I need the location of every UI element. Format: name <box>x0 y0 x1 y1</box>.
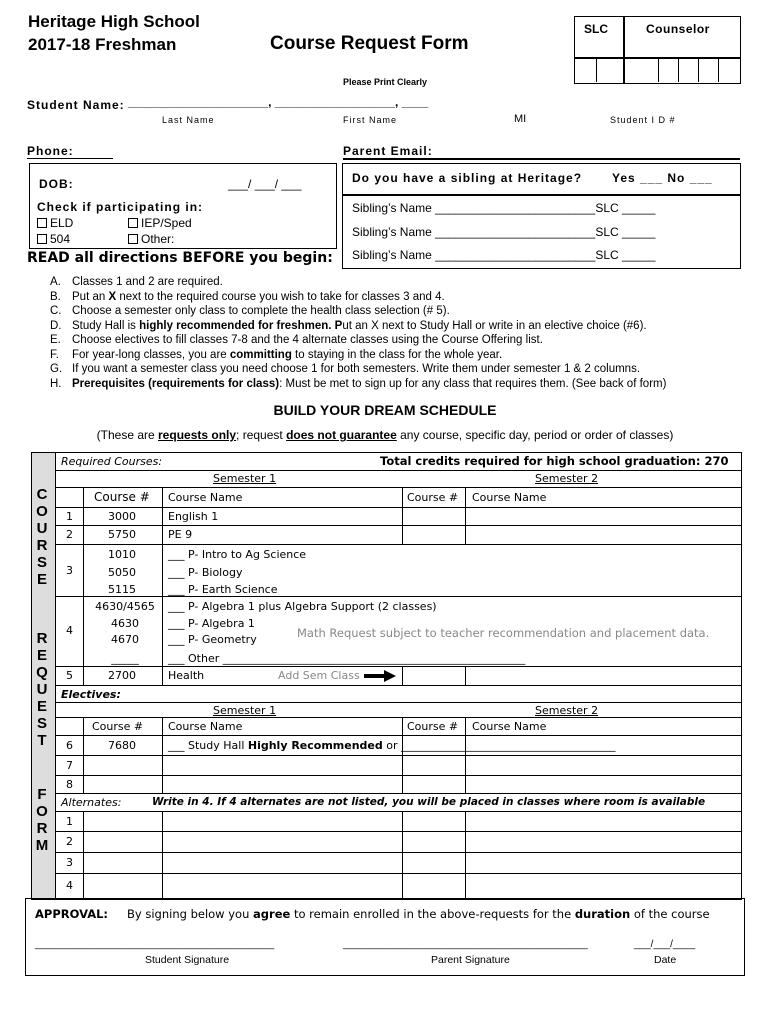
date-label: Date <box>654 954 677 966</box>
check-label: Check if participating in: <box>37 200 204 214</box>
approval-label: APPROVAL: <box>35 907 109 921</box>
add-sem-class: Add Sem Class <box>278 669 360 682</box>
dob-field[interactable]: ___/ ___/ ___ <box>228 177 302 191</box>
direction-item: G. If you want a semester class you need choose 1 for both semesters. Write them under semester 1 & 2 columns. <box>50 363 641 375</box>
semester2-label-2: Semester 2 <box>535 704 599 717</box>
form-title: Course Request Form <box>270 33 469 54</box>
side-label: C O U R S E R E Q U E S T F O R M <box>35 486 49 854</box>
course-name-header: Course Name <box>168 491 243 504</box>
print-note: Please Print Clearly <box>343 77 428 87</box>
build-subtitle: (These are requests only; request does not guarantee any course, specific day, period or order of classes) <box>96 428 674 442</box>
slc-label: SLC <box>584 22 608 36</box>
school-name: Heritage High School <box>28 12 200 31</box>
parent-signature-label: Parent Signature <box>431 954 510 966</box>
last-name-label: Last Name <box>162 115 215 125</box>
course-name: PE 9 <box>168 528 193 541</box>
course-code: 2700 <box>108 669 136 682</box>
direction-item: C. Choose a semester only class to complete the health class selection (# 5). <box>50 305 450 317</box>
yes-no-field[interactable]: Yes ___ No ___ <box>612 171 713 185</box>
row-number: 6 <box>66 739 73 752</box>
required-courses-label: Required Courses: <box>61 455 163 468</box>
student-name-field[interactable]: _____________________, __________________, ____ <box>128 95 429 109</box>
course-options[interactable]: ___ P- Algebra 1 plus Algebra Support (2 classes) ___ P- Algebra 1 ___ P- Geometry ___ Other _______________________________________________________ <box>168 600 526 665</box>
course-name-header-4: Course Name <box>472 720 547 733</box>
row-number: 3 <box>66 856 73 869</box>
checkbox-icon <box>128 234 138 244</box>
iep-checkbox[interactable]: IEP/Sped <box>128 216 192 230</box>
checkbox-icon <box>128 218 138 228</box>
student-id-label: Student I D # <box>610 115 676 125</box>
course-codes: 1010 5050 5115 <box>108 548 136 596</box>
course-name: English 1 <box>168 510 219 523</box>
arrow-right-icon <box>364 670 396 682</box>
counselor-label: Counselor <box>646 22 710 36</box>
other-checkbox[interactable]: Other: <box>128 232 174 245</box>
student-signature-line[interactable]: ___________________________________________ <box>35 939 275 950</box>
course-num-header-4: Course # <box>407 720 459 733</box>
504-checkbox[interactable]: 504 <box>37 232 70 245</box>
first-name-label: First Name <box>343 115 398 125</box>
semester1-label-2: Semester 1 <box>213 704 277 717</box>
course-num-header: Course # <box>94 490 150 504</box>
alternates-label: Alternates: <box>61 796 122 809</box>
row-number: 3 <box>66 564 73 577</box>
direction-item: B. Put an X next to the required course you wish to take for classes 3 and 4. <box>50 290 445 303</box>
row-number: 1 <box>66 510 73 523</box>
mi-label: MI <box>514 113 527 125</box>
course-name: Health <box>168 669 205 682</box>
row-number: 5 <box>66 669 73 682</box>
direction-item: E. Choose electives to fill classes 7-8 and the 4 alternate classes using the Course Offering list. <box>50 334 543 346</box>
parent-email-label: Parent Email: <box>343 144 433 158</box>
course-name-header-3: Course Name <box>168 720 243 733</box>
sibling-row[interactable]: Sibling’s Name ________________________SLC _____ <box>352 225 656 239</box>
total-credits: Total credits required for high school graduation: 270 <box>380 454 729 468</box>
course-num-header-2: Course # <box>407 491 459 504</box>
direction-item: H. Prerequisites (requirements for class): Must be met to sign up for any class that requires them. (See back of form) <box>50 377 667 390</box>
row-number: 1 <box>66 815 73 828</box>
phone-label: Phone: <box>27 144 74 158</box>
build-title: BUILD YOUR DREAM SCHEDULE <box>273 402 497 418</box>
row-number: 4 <box>66 879 73 892</box>
direction-item: A. Classes 1 and 2 are required. <box>50 276 223 288</box>
row-number: 8 <box>66 778 73 791</box>
course-codes: 4630/4565 4630 4670 _____ <box>95 600 155 665</box>
math-note: Math Request subject to teacher recommendation and placement data. <box>297 626 710 640</box>
directions-list <box>50 275 750 391</box>
parent-signature-line[interactable]: ____________________________________________ <box>343 939 588 950</box>
dob-label: DOB: <box>39 177 74 191</box>
course-num-header-3: Course # <box>92 720 144 733</box>
sibling-row[interactable]: Sibling’s Name ________________________SLC _____ <box>352 201 656 215</box>
approval-text: By signing below you agree to remain enrolled in the above-requests for the duration of the course <box>127 907 710 921</box>
checkbox-icon <box>37 218 47 228</box>
study-hall-option[interactable]: ___ Study Hall Highly Recommended or _______________________________________ <box>168 739 616 752</box>
course-name-header-2: Course Name <box>472 491 547 504</box>
sibling-question: Do you have a sibling at Heritage? <box>352 171 583 185</box>
row-number: 7 <box>66 759 73 772</box>
row-number: 2 <box>66 835 73 848</box>
school-year: 2017-18 Freshman <box>28 35 177 54</box>
sibling-row[interactable]: Sibling’s Name ________________________SLC _____ <box>352 248 656 262</box>
course-code: 7680 <box>108 739 136 752</box>
alternates-note: Write in 4. If 4 alternates are not listed, you will be placed in classes where room is available <box>152 796 706 808</box>
checkbox-icon <box>37 234 47 244</box>
direction-item: D. Study Hall is highly recommended for freshmen. Put an X next to Study Hall or write in an elective choice (#6). <box>50 319 647 332</box>
semester2-label: Semester 2 <box>535 472 599 485</box>
course-code: 5750 <box>108 528 136 541</box>
course-options[interactable]: ___ P- Intro to Ag Science ___ P- Biology ___ P- Earth Science <box>168 548 307 596</box>
semester1-label: Semester 1 <box>213 472 277 485</box>
date-line[interactable]: ___/___/____ <box>634 939 696 950</box>
row-number: 4 <box>66 624 73 637</box>
eld-checkbox[interactable]: ELD <box>37 216 73 230</box>
row-number: 2 <box>66 528 73 541</box>
course-code: 3000 <box>108 510 136 523</box>
electives-label: Electives: <box>61 688 121 701</box>
direction-item: F. For year-long classes, you are committing to staying in the class for the whole year. <box>50 348 503 361</box>
student-signature-label: Student Signature <box>145 954 230 966</box>
student-name-label: Student Name: <box>27 98 125 112</box>
directions-heading: READ all directions BEFORE you begin: <box>27 250 333 266</box>
